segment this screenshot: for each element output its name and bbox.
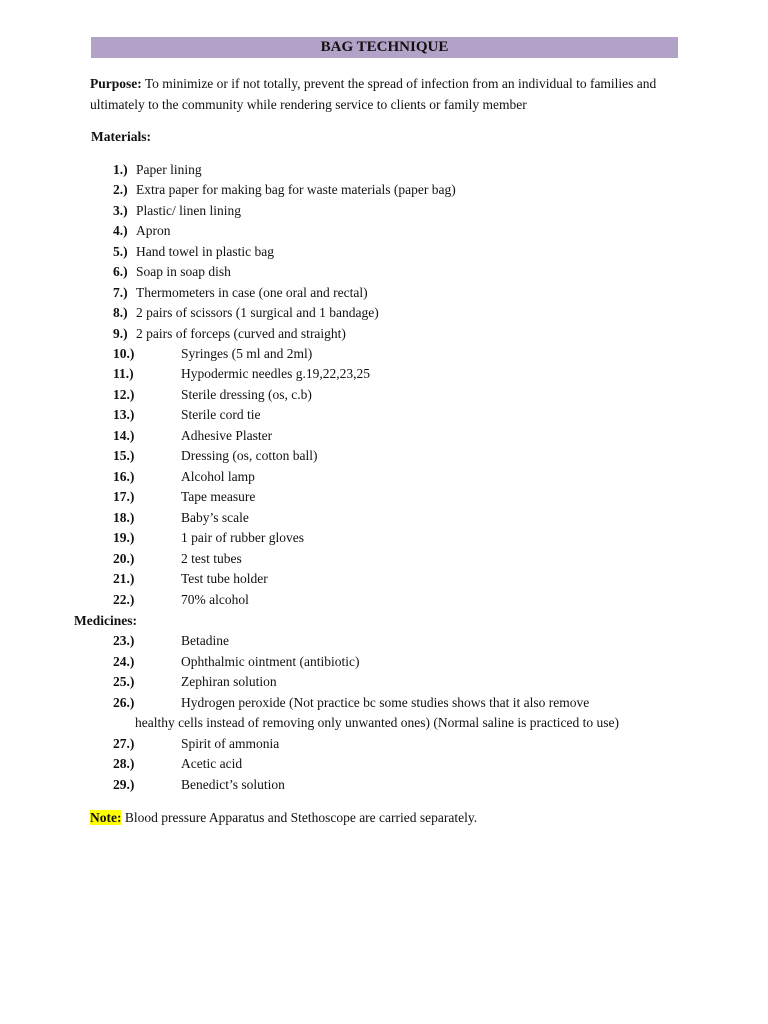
list-item-number: 23.) [113,633,135,648]
list-item-text: Syringes (5 ml and 2ml) [181,346,313,361]
list-item-text: 70% alcohol [181,592,249,607]
list-item-text: Hand towel in plastic bag [136,244,274,259]
list-item-number: 18.) [113,510,135,525]
list-item-number: 12.) [113,387,135,402]
list-item-number: 8.) [113,305,128,320]
list-item-number: 27.) [113,736,135,751]
list-item-text: Thermometers in case (one oral and rectal) [136,285,368,300]
list-item-text: Zephiran solution [181,674,277,689]
list-item-text: Soap in soap dish [136,264,231,279]
list-item-text: Extra paper for making bag for waste materials (paper bag) [136,182,456,197]
list-item-text: Adhesive Plaster [181,428,273,443]
title-bar: BAG TECHNIQUE [91,37,678,58]
list-item-number: 21.) [113,571,135,586]
note-label: Note: [90,810,122,825]
list-item-number: 13.) [113,407,135,422]
list-item-text: Tape measure [181,489,256,504]
list-item-number: 26.) [113,695,135,710]
list-item-number: 2.) [113,182,128,197]
list-item-text: Alcohol lamp [181,469,255,484]
list-item-text: Benedict’s solution [181,777,285,792]
list-item-number: 5.) [113,244,128,259]
list-item-text: Acetic acid [181,756,243,771]
list-item-number: 7.) [113,285,128,300]
list-item-number: 29.) [113,777,135,792]
list-item-number: 15.) [113,448,135,463]
list-item-number: 24.) [113,654,135,669]
list-item-number: 22.) [113,592,135,607]
item-26-continuation: healthy cells instead of removing only unwanted ones) (Normal saline is practiced to use) [135,715,619,730]
list-item-number: 28.) [113,756,135,771]
list-item-text: 1 pair of rubber gloves [181,530,304,545]
list-item-text: Paper lining [136,162,202,177]
purpose-paragraph [90,74,690,115]
list-item-number: 3.) [113,203,128,218]
list-item-text: Betadine [181,633,229,648]
list-item-text: Test tube holder [181,571,268,586]
list-item-number: 9.) [113,326,128,341]
list-item-number: 20.) [113,551,135,566]
list-item-number: 6.) [113,264,128,279]
medicines-heading: Medicines: [74,613,137,628]
list-item-number: 4.) [113,223,128,238]
list-item-number: 16.) [113,469,135,484]
list-item-text: Apron [136,223,171,238]
note-text: Blood pressure Apparatus and Stethoscope are carried separately. [121,810,478,825]
list-item-text: Dressing (os, cotton ball) [181,448,318,463]
list-item-text: Hypodermic needles g.19,22,23,25 [181,366,370,381]
list-item-text: 2 pairs of forceps (curved and straight) [136,326,346,341]
list-item-number: 17.) [113,489,135,504]
note-paragraph [90,808,477,828]
list-item-number: 11.) [113,366,134,381]
list-item-number: 10.) [113,346,135,361]
list-item-number: 19.) [113,530,135,545]
list-item-number: 25.) [113,674,135,689]
list-item-number: 1.) [113,162,128,177]
list-item-number: 14.) [113,428,135,443]
list-item-text: Baby’s scale [181,510,249,525]
list-item-text: Sterile dressing (os, c.b) [181,387,312,402]
list-item-text: Spirit of ammonia [181,736,280,751]
list-item-text: 2 test tubes [181,551,242,566]
list-item-text: Ophthalmic ointment (antibiotic) [181,654,360,669]
purpose-label: Purpose: [90,76,142,91]
materials-heading: Materials: [91,129,151,144]
list-item-text: Hydrogen peroxide (Not practice bc some studies shows that it also remove [181,695,590,710]
purpose-text: To minimize or if not totally, prevent the spread of infection from an individual to families and ultimately to the community while rendering service to clients or family member [90,76,657,112]
list-item-text: 2 pairs of scissors (1 surgical and 1 bandage) [136,305,379,320]
list-item-text: Sterile cord tie [181,407,261,422]
list-item-text: Plastic/ linen lining [136,203,241,218]
